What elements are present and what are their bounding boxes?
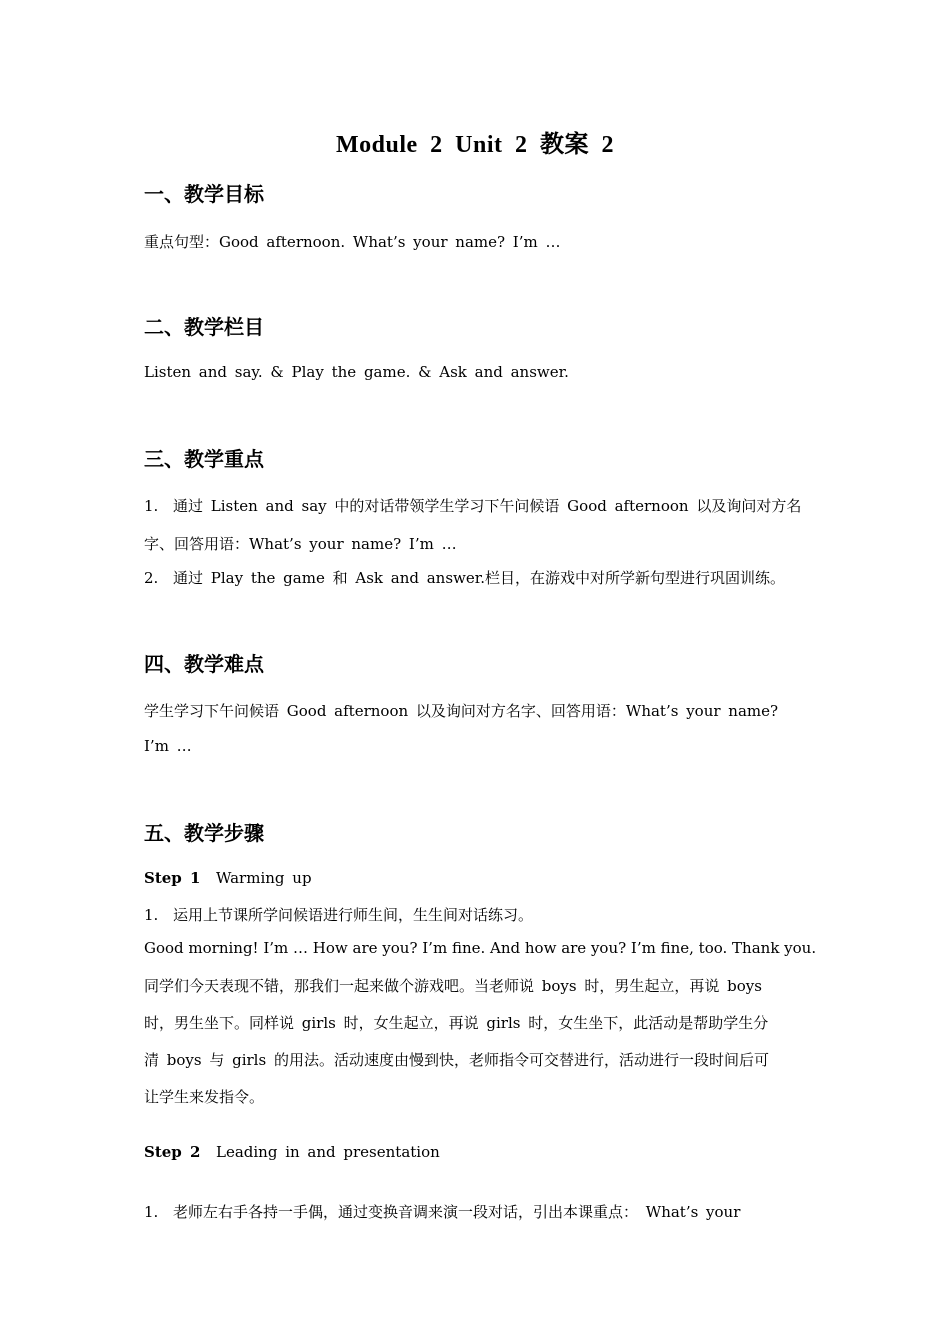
step-1-paragraph-line: 时，男生坐下。同样说 girls 时，女生起立，再说 girls 时，女生坐下，此活动是帮助学生分	[144, 1014, 769, 1032]
list-text: 通过 Listen and say 中的对话带领学生学习下午问候语 Good afternoon 以及询问对方名	[173, 497, 802, 515]
list-text: 通过 Play the game 和 Ask and answer.栏目，在游戏中对所学新句型进行巩固训练。	[173, 569, 786, 587]
columns-line: Listen and say. & Play the game. & Ask and answer.	[144, 363, 569, 381]
section-heading-procedure: 五、教学步骤	[144, 821, 264, 845]
step-1-paragraph-line: 清 boys 与 girls 的用法。活动速度由慢到快，老师指令可交替进行，活动进行一段时间后可	[144, 1051, 769, 1069]
step-2-title: Leading in and presentation	[216, 1143, 440, 1161]
list-number: 2.	[144, 569, 159, 587]
list-text: 运用上节课所学问候语进行师生间，生生间对话练习。	[173, 906, 534, 924]
section-heading-columns: 二、教学栏目	[144, 315, 264, 339]
list-number: 1.	[144, 1203, 159, 1221]
difficulty-line-2: I’m …	[144, 737, 192, 755]
key-point-item-1-continued: 字、回答用语：What’s your name? I’m …	[144, 535, 457, 553]
difficulty-line-1: 学生学习下午问候语 Good afternoon 以及询问对方名字、回答用语：What’s your name?	[144, 702, 779, 720]
list-text: 老师左右手各持一手偶，通过变换音调来演一段对话，引出本课重点： What’s your	[173, 1203, 741, 1221]
list-number: 1.	[144, 497, 159, 515]
step-2-label: Step 2	[144, 1143, 201, 1161]
key-point-item-1	[144, 495, 801, 516]
step-1-title: Warming up	[216, 869, 312, 887]
step-1-header	[144, 869, 312, 887]
step-1-paragraph-line: 让学生来发指令。	[144, 1088, 265, 1106]
key-sentence-line: 重点句型：Good afternoon. What’s your name? I’m …	[144, 233, 561, 251]
section-heading-difficulties: 四、教学难点	[144, 652, 264, 676]
list-number: 1.	[144, 906, 159, 924]
key-point-item-2	[144, 567, 785, 588]
step-2-header	[144, 1143, 440, 1161]
step-1-paragraph-line: 同学们今天表现不错，那我们一起来做个游戏吧。当老师说 boys 时，男生起立，再说 boys	[144, 977, 762, 995]
section-heading-key-points: 三、教学重点	[144, 447, 264, 471]
document-title: Module 2 Unit 2 教案 2	[335, 132, 614, 158]
step-1-item-1	[144, 904, 533, 925]
step-1-dialog: Good morning! I’m … How are you? I’m fine. And how are you? I’m fine, too. Thank you.	[144, 939, 817, 957]
section-heading-objectives: 一、教学目标	[144, 182, 264, 206]
step-1-label: Step 1	[144, 869, 201, 887]
step-2-item-1	[144, 1201, 740, 1222]
